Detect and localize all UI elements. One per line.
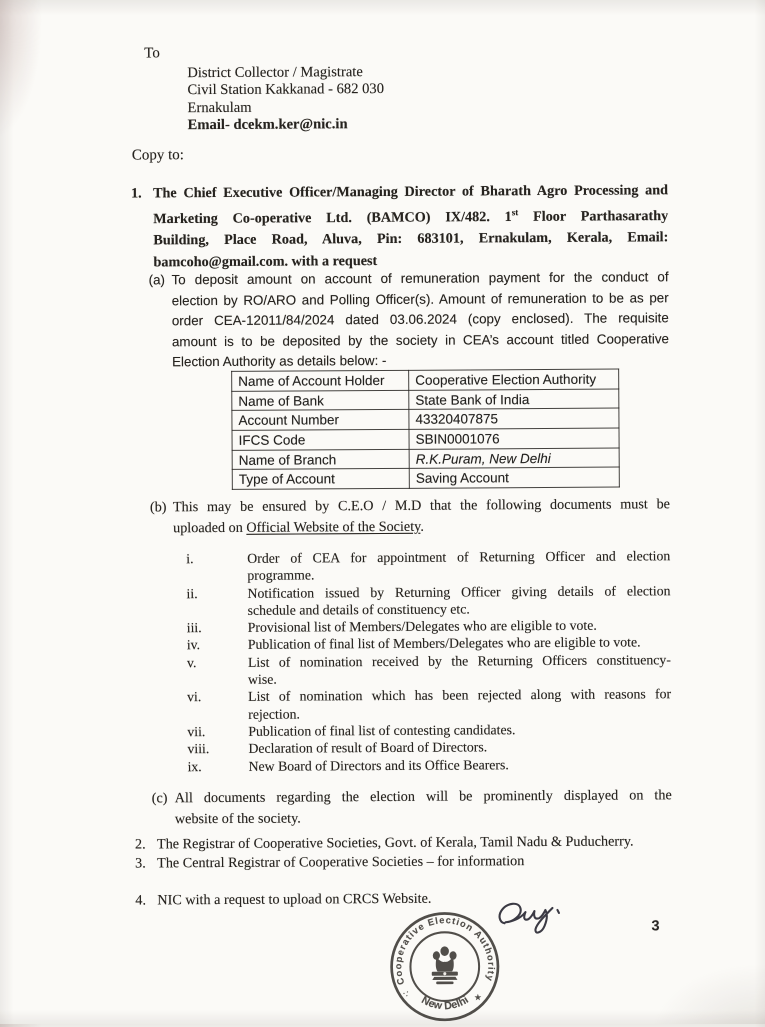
list-item-numeral: viii. bbox=[187, 741, 210, 757]
sub-item-marker: (a) bbox=[148, 272, 165, 288]
table-row bbox=[232, 467, 619, 489]
table-row bbox=[232, 448, 619, 470]
list-item-number: 1. bbox=[131, 185, 142, 202]
sub-item-marker: (b) bbox=[149, 499, 167, 516]
sub-a-line: To deposit amount on account of remuneration payment for the conduct of bbox=[171, 269, 669, 288]
sub-b-line: This may be ensured by C.E.O / M.D that the following documents must be bbox=[172, 496, 671, 516]
ashoka-lion-capital-emblem bbox=[432, 946, 458, 984]
table-cell-value: Saving Account bbox=[409, 467, 619, 488]
list-item-number: 2. bbox=[134, 836, 146, 853]
address-line: Ernakulam bbox=[187, 99, 252, 116]
stamp-bottom-text: New Delhi bbox=[419, 993, 471, 1013]
address-line: District Collector / Magistrate bbox=[187, 64, 363, 82]
address-line-email: Email- dcekm.ker@nic.in bbox=[187, 116, 348, 134]
list-item-numeral: vii. bbox=[187, 724, 206, 740]
list-item-4: 4. NIC with a request to upload on CRCS Website. bbox=[135, 890, 432, 909]
item1-line: bamcoho@gmail.com. with a request bbox=[153, 252, 378, 271]
list-item: vii. Publication of final list of contesting candidates. bbox=[187, 722, 516, 740]
superscript-st: st bbox=[511, 207, 519, 218]
sub-a-line: election by RO/ARO and Polling Officer(s). Amount of remuneration to be as per bbox=[171, 289, 669, 308]
address-line: Civil Station Kakkanad - 682 030 bbox=[187, 81, 385, 99]
list-item: v. List of nomination received by the Returning Officers constituency- wise. bbox=[186, 652, 671, 687]
underlined-text: Official Website of the Society bbox=[246, 518, 421, 536]
list-item-number: 3. bbox=[135, 855, 146, 872]
table-row bbox=[232, 389, 619, 411]
list-item-number: 4. bbox=[135, 892, 147, 909]
cooperative-election-authority-stamp bbox=[386, 908, 503, 1025]
sub-c-line: All documents regarding the election will be prominently displayed on the bbox=[174, 787, 672, 807]
item1-line: Building, Place Road, Aluva, Pin: 683101, Ernakulam, Kerala, Email: bbox=[153, 229, 669, 249]
item1-line: The Chief Executive Officer/Managing Director of Bharath Agro Processing and bbox=[153, 182, 669, 202]
sub-item-b bbox=[150, 494, 670, 539]
list-item-numeral: ii. bbox=[186, 585, 198, 601]
table-row bbox=[232, 428, 619, 450]
table-cell-value: State Bank of India bbox=[409, 389, 619, 410]
sub-item-c bbox=[152, 785, 672, 830]
table-cell-label: Type of Account bbox=[232, 469, 409, 490]
list-item-1 bbox=[131, 180, 669, 273]
sub-item-marker: (c) bbox=[151, 790, 168, 807]
stamp-dots: ∴ bbox=[401, 987, 412, 999]
list-item-numeral: vi. bbox=[187, 689, 202, 705]
page-number: 3 bbox=[651, 918, 660, 935]
list-item-numeral: v. bbox=[186, 654, 197, 670]
table-row bbox=[232, 369, 619, 391]
list-item-2: 2. The Registrar of Cooperative Societies, Govt. of Kerala, Tamil Nadu & Puducherry. bbox=[134, 833, 634, 853]
copy-to-label: Copy to: bbox=[131, 147, 184, 164]
list-item-numeral: iv. bbox=[186, 637, 201, 653]
list-item-3: 3. The Central Registrar of Cooperative Societies – for information bbox=[135, 853, 525, 872]
documents-roman-list bbox=[186, 547, 671, 775]
bank-account-table bbox=[231, 369, 620, 490]
stamp-arc-text: Cooperative Election Authority bbox=[393, 915, 497, 987]
list-item: ii. Notification issued by Returning Officer giving details of election schedule and details of constituency etc. bbox=[186, 582, 671, 618]
table-cell-label: Name of Branch bbox=[232, 449, 409, 470]
list-item-numeral: ix. bbox=[187, 758, 202, 774]
sub-item-a bbox=[149, 267, 670, 373]
sub-c-line: website of the society. bbox=[174, 810, 301, 828]
list-item: ix. New Board of Directors and its Office Bearers. bbox=[187, 756, 509, 774]
recipient-label: To bbox=[144, 45, 160, 62]
table-cell-label: IFCS Code bbox=[232, 429, 409, 450]
list-item: i. Order of CEA for appointment of Returning Officer and election programme. bbox=[186, 548, 671, 584]
list-item: vi. List of nomination which has been rejected along with reasons for rejection. bbox=[187, 686, 672, 722]
list-item-numeral: i. bbox=[186, 551, 194, 567]
list-item: iv. Publication of final list of Members/Delegates who are eligible to vote. bbox=[186, 634, 641, 653]
table-cell-value: SBIN0001076 bbox=[409, 428, 619, 449]
sub-b-line: uploaded on Official Website of the Society. bbox=[173, 518, 424, 537]
list-item-numeral: iii. bbox=[186, 620, 202, 636]
table-cell-label: Name of Bank bbox=[232, 390, 409, 411]
sub-a-line: amount is to be deposited by the society in CEA’s account titled Cooperative bbox=[171, 330, 669, 349]
table-row bbox=[232, 408, 619, 430]
table-cell-value: Cooperative Election Authority bbox=[409, 369, 619, 390]
recipient-address bbox=[187, 64, 384, 134]
list-item: iii. Provisional list of Members/Delegates who are eligible to vote. bbox=[186, 617, 597, 636]
sub-a-line: Election Authority as details below: - bbox=[172, 352, 387, 370]
table-cell-label: Name of Account Holder bbox=[232, 370, 409, 391]
table-cell-value: 43320407875 bbox=[409, 408, 619, 429]
list-item: viii. Declaration of result of Board of Directors. bbox=[187, 739, 488, 757]
table-cell-value: R.K.Puram, New Delhi bbox=[409, 448, 619, 469]
sub-a-line: order CEA-12011/84/2024 dated 03.06.2024 (copy enclosed). The requisite bbox=[171, 310, 669, 329]
handwritten-signature bbox=[494, 895, 586, 948]
stamp-star: ★ bbox=[473, 992, 482, 1003]
item1-line: Marketing Co-operative Ltd. (BAMCO) IX/482. 1st Floor Parthasarathy bbox=[153, 207, 669, 228]
table-cell-label: Account Number bbox=[232, 410, 409, 431]
